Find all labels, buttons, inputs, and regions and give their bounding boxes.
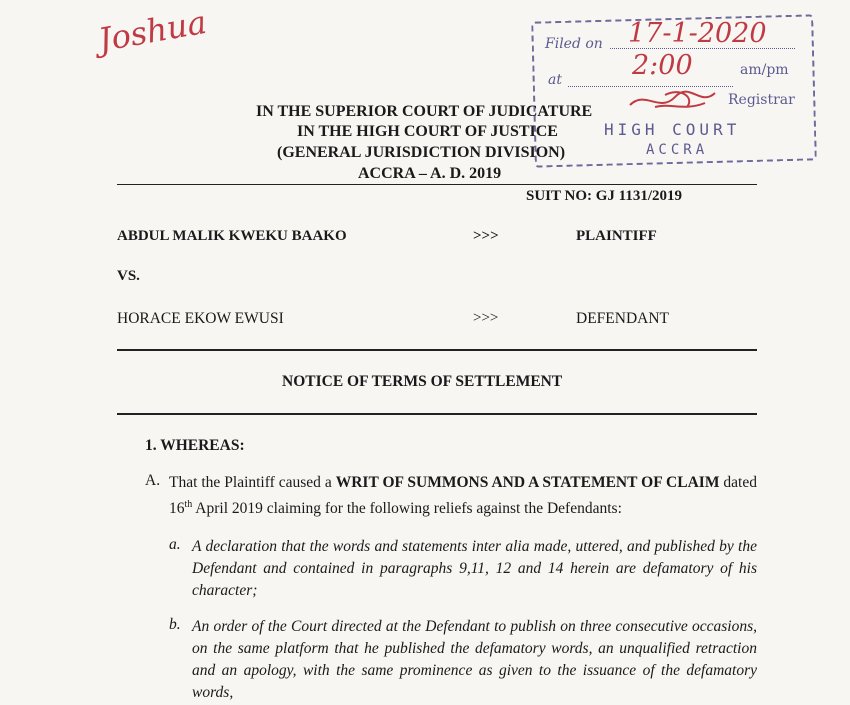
relief-b-label: b.	[169, 616, 181, 633]
court-header-line3: (GENERAL JURISDICTION DIVISION)	[277, 144, 566, 161]
stamp-at-label: at	[548, 72, 562, 88]
para-a-text: That the Plaintiff caused a WRIT OF SUMMONS AND A STATEMENT OF CLAIM dated 16th April 2019 claiming for the following reliefs against the Defendants:	[169, 474, 757, 518]
handwritten-name: Joshua	[95, 2, 210, 60]
relief-a-text: A declaration that the words and statements inter alia made, uttered, and published by the Defendant and contained in paragraphs 9,11, 12 and 14 herein are defamatory of his character;	[192, 538, 757, 599]
plaintiff-arrow: >>>	[473, 228, 499, 244]
stamp-city: ACCRA	[646, 142, 709, 158]
court-header-line1: IN THE SUPERIOR COURT OF JUDICATURE	[256, 103, 593, 120]
stamp-court: HIGH COURT	[604, 120, 741, 139]
suit-number: SUIT NO: GJ 1131/2019	[526, 188, 682, 204]
defendant-role: DEFENDANT	[576, 310, 669, 327]
para-a-label: A.	[145, 472, 161, 489]
parties-rule-top	[117, 349, 757, 351]
section-whereas: 1. WHEREAS:	[145, 437, 245, 454]
versus: VS.	[117, 268, 140, 284]
stamp-am-pm: am/pm	[740, 62, 789, 78]
defendant-name: HORACE EKOW EWUSI	[117, 310, 284, 327]
stamp-filed-label: Filed on	[545, 36, 603, 52]
title-rule	[117, 413, 757, 415]
stamp-at-time: 2:00	[632, 50, 693, 81]
plaintiff-role: PLAINTIFF	[576, 228, 657, 244]
registrar-signature	[625, 85, 735, 115]
stamp-filed-date: 17-1-2020	[628, 18, 767, 49]
defendant-arrow: >>>	[473, 310, 499, 326]
plaintiff-name: ABDUL MALIK KWEKU BAAKO	[117, 228, 347, 244]
relief-b-text: An order of the Court directed at the Defendant to publish on three consecutive occasions, on the same platform that he published the defamatory words, an unqualified retraction and an apology, with the same prominence as given to the issuance of the defamatory words,	[192, 618, 757, 701]
stamp-registrar: Registrar	[728, 92, 795, 108]
header-rule	[117, 184, 757, 185]
court-header-line4: ACCRA – A. D. 2019	[358, 165, 502, 182]
court-header-line2: IN THE HIGH COURT OF JUSTICE	[297, 123, 558, 140]
document-title: NOTICE OF TERMS OF SETTLEMENT	[282, 373, 563, 390]
relief-a-label: a.	[169, 536, 181, 553]
